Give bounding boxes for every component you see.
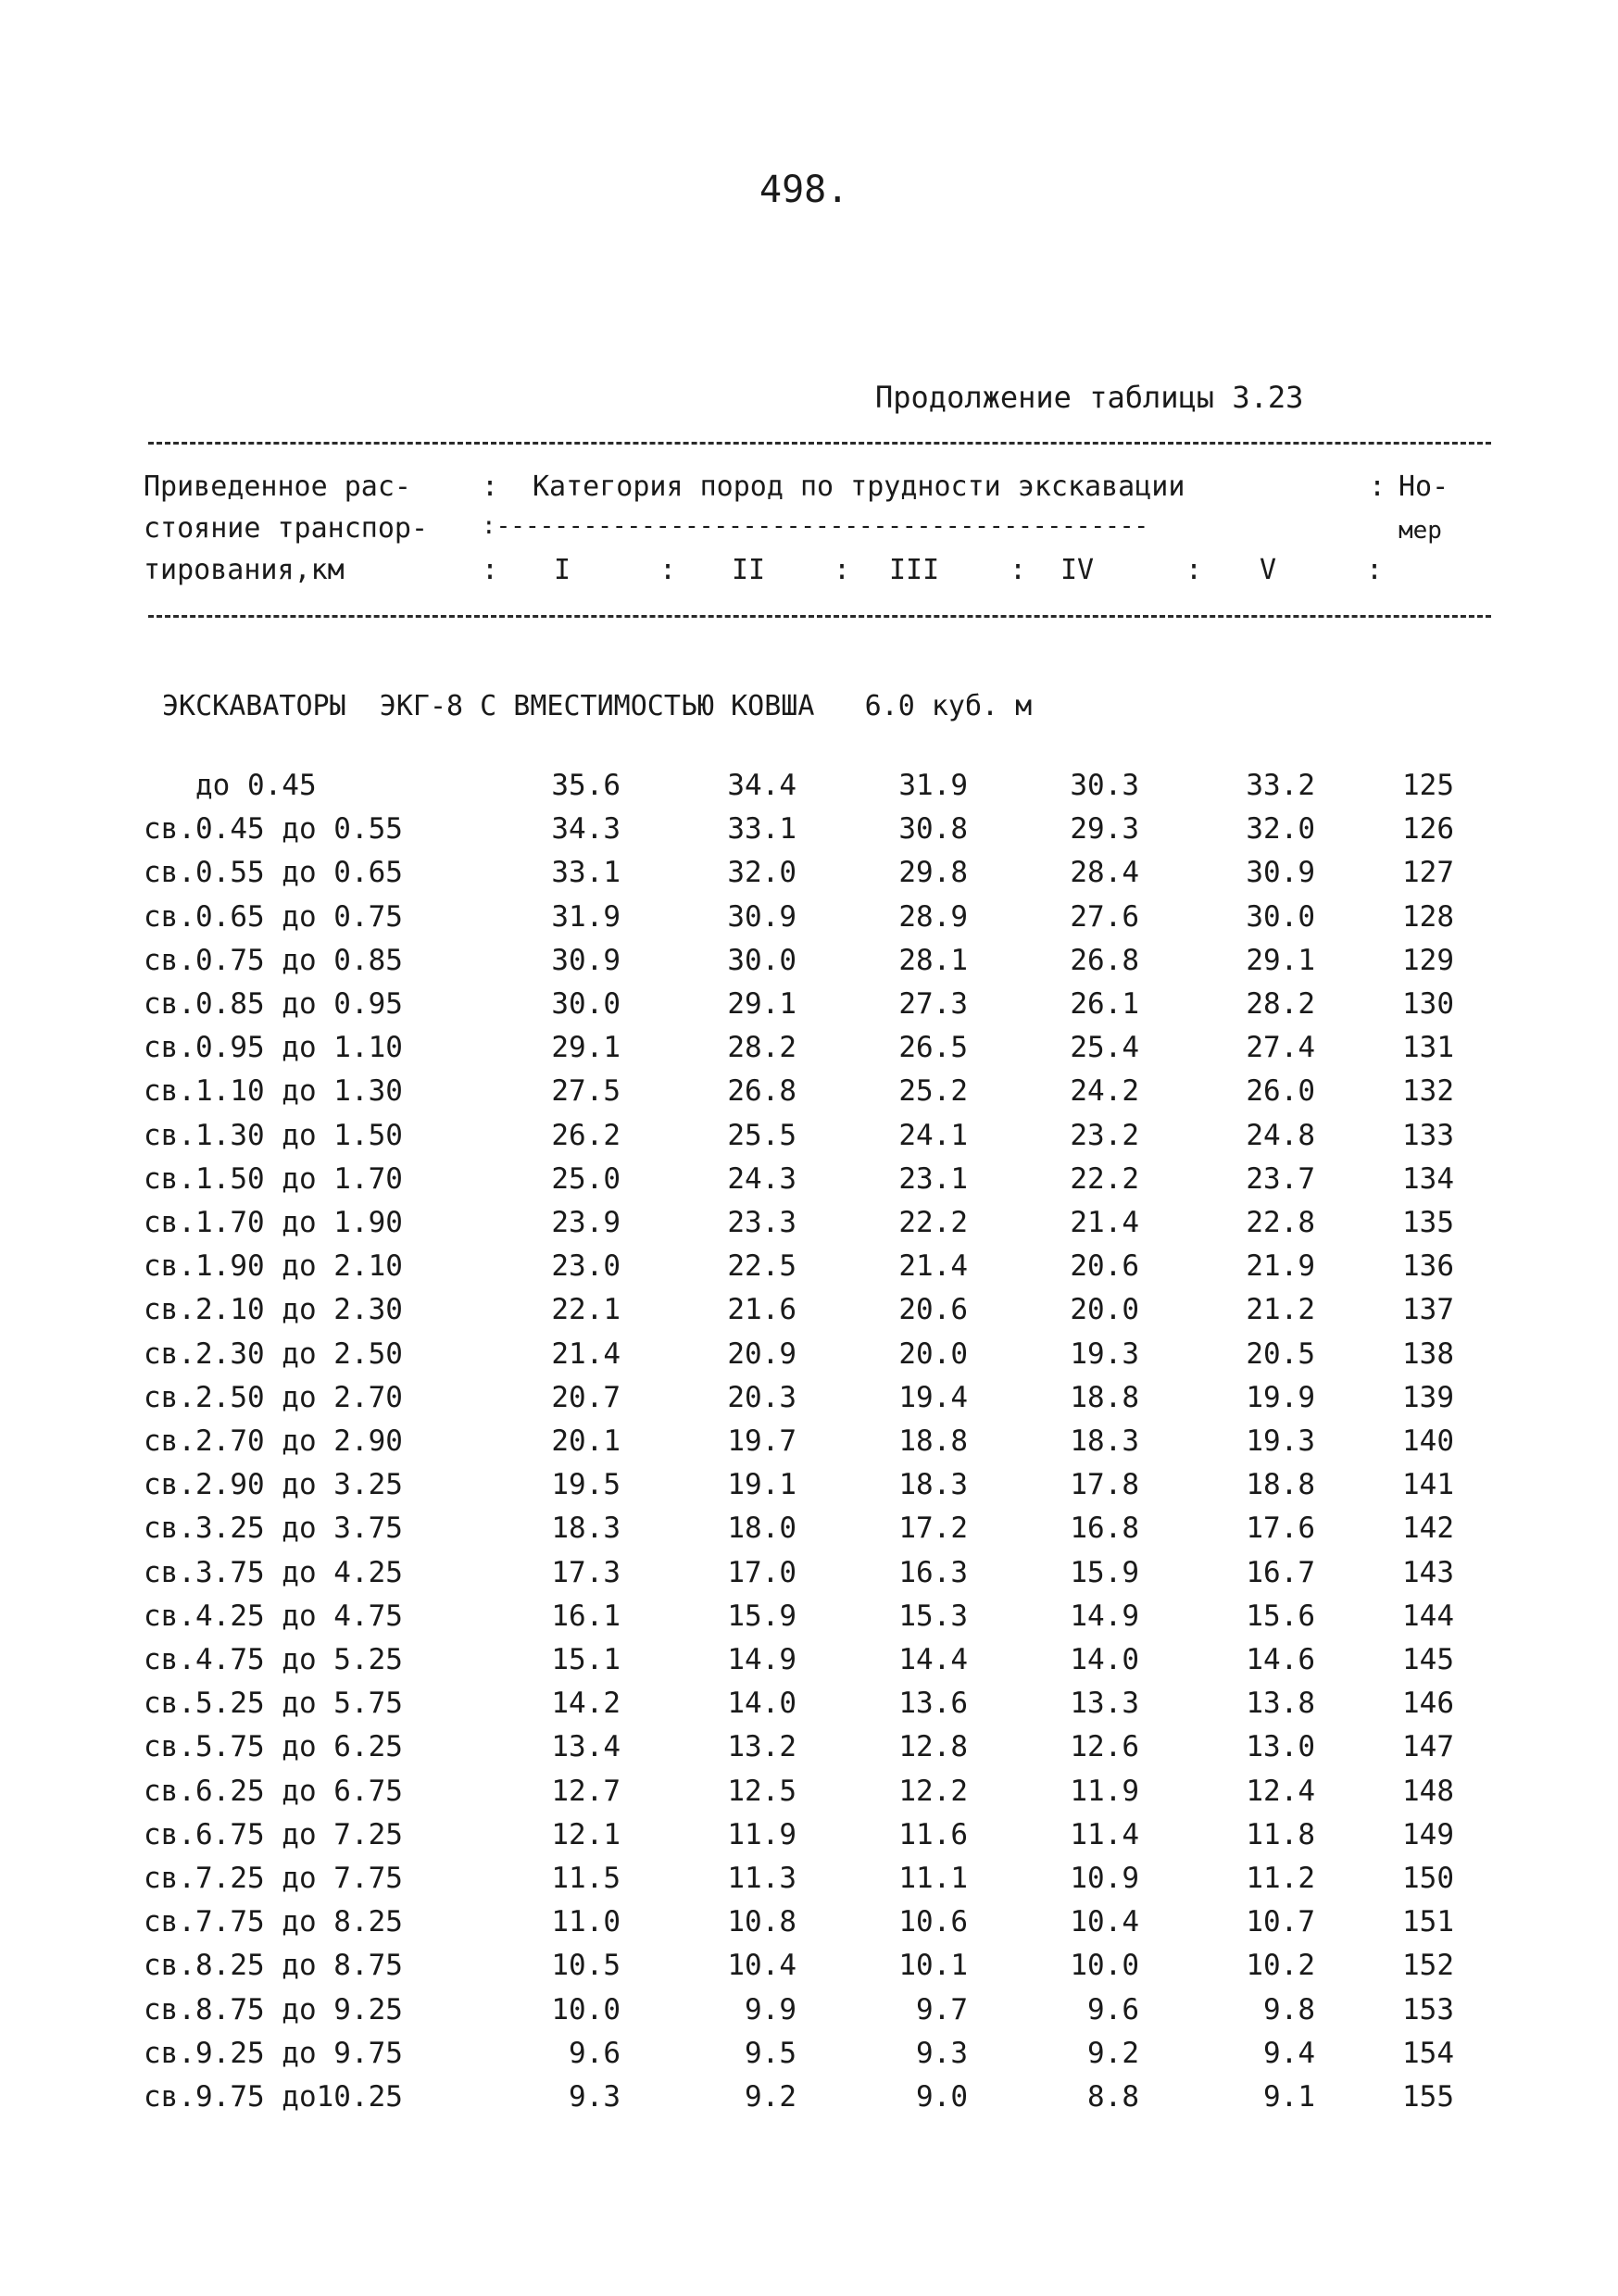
row-value-cat-5: 20.5 xyxy=(1246,1336,1315,1371)
row-value-cat-5: 16.7 xyxy=(1246,1555,1315,1589)
row-value-cat-1: 35.6 xyxy=(551,769,621,802)
row-value-cat-5: 26.0 xyxy=(1246,1074,1315,1109)
row-value-cat-4: 17.8 xyxy=(1070,1468,1139,1502)
row-value-cat-1: 9.6 xyxy=(569,2036,621,2070)
row-value-cat-4: 24.2 xyxy=(1070,1074,1139,1109)
row-number: 131 xyxy=(1402,1031,1454,1065)
row-number: 135 xyxy=(1402,1206,1454,1239)
header-category-v: V xyxy=(1260,554,1277,586)
row-value-cat-3: 15.3 xyxy=(898,1599,968,1633)
row-value-cat-3: 10.6 xyxy=(898,1905,968,1939)
row-value-cat-4: 13.3 xyxy=(1070,1687,1139,1721)
row-value-cat-2: 23.3 xyxy=(727,1206,796,1239)
row-value-cat-4: 10.0 xyxy=(1070,1949,1139,1983)
row-distance: св.1.90 до 2.10 xyxy=(144,1249,403,1284)
row-value-cat-1: 25.0 xyxy=(551,1161,621,1196)
row-value-cat-2: 26.8 xyxy=(727,1074,796,1109)
row-value-cat-2: 12.5 xyxy=(727,1774,796,1808)
row-value-cat-4: 10.9 xyxy=(1070,1862,1139,1895)
row-value-cat-4: 8.8 xyxy=(1087,2080,1139,2114)
row-value-cat-2: 32.0 xyxy=(727,856,796,890)
row-value-cat-5: 13.0 xyxy=(1246,1730,1315,1764)
row-value-cat-3: 13.6 xyxy=(898,1687,968,1721)
row-distance: св.4.25 до 4.75 xyxy=(144,1599,403,1633)
row-value-cat-5: 18.8 xyxy=(1246,1468,1315,1502)
row-value-cat-2: 9.9 xyxy=(745,1992,796,2026)
row-value-cat-2: 33.1 xyxy=(727,812,796,847)
row-value-cat-2: 22.5 xyxy=(727,1249,796,1284)
row-value-cat-4: 20.6 xyxy=(1070,1249,1139,1284)
header-separator: : xyxy=(659,554,677,586)
row-value-cat-5: 13.8 xyxy=(1246,1687,1315,1721)
row-distance: св.9.25 до 9.75 xyxy=(144,2036,403,2070)
row-number: 154 xyxy=(1402,2036,1454,2070)
row-value-cat-2: 19.1 xyxy=(727,1468,796,1502)
row-value-cat-5: 33.2 xyxy=(1246,769,1315,802)
row-distance: св.2.70 до 2.90 xyxy=(144,1424,403,1458)
row-value-cat-5: 10.7 xyxy=(1246,1905,1315,1939)
header-category-ii: II xyxy=(732,554,766,586)
row-value-cat-1: 23.0 xyxy=(551,1249,621,1284)
row-distance: св.1.50 до 1.70 xyxy=(144,1161,403,1196)
row-distance: св.0.45 до 0.55 xyxy=(144,812,403,847)
row-value-cat-3: 18.3 xyxy=(898,1468,968,1502)
header-number-line-2: мер xyxy=(1399,517,1442,545)
row-distance: св.5.75 до 6.25 xyxy=(144,1730,403,1764)
row-number: 146 xyxy=(1402,1687,1454,1721)
row-distance: св.2.90 до 3.25 xyxy=(144,1468,403,1502)
row-value-cat-4: 14.9 xyxy=(1070,1599,1139,1633)
row-value-cat-3: 25.2 xyxy=(898,1074,968,1109)
row-number: 147 xyxy=(1402,1730,1454,1764)
row-value-cat-5: 30.0 xyxy=(1246,899,1315,934)
section-title: ЭКСКАВАТОРЫ ЭКГ-8 С ВМЕСТИМОСТЬЮ КОВША 6.0 куб. м xyxy=(162,690,1033,722)
row-number: 148 xyxy=(1402,1774,1454,1808)
row-number: 151 xyxy=(1402,1905,1454,1939)
row-value-cat-1: 23.9 xyxy=(551,1206,621,1239)
row-number: 136 xyxy=(1402,1249,1454,1284)
row-value-cat-1: 20.1 xyxy=(551,1424,621,1458)
row-distance: св.5.25 до 5.75 xyxy=(144,1687,403,1721)
row-distance: св.0.55 до 0.65 xyxy=(144,856,403,890)
row-value-cat-4: 30.3 xyxy=(1070,769,1139,802)
row-value-cat-3: 28.9 xyxy=(898,899,968,934)
row-value-cat-5: 12.4 xyxy=(1246,1774,1315,1808)
row-value-cat-4: 14.0 xyxy=(1070,1643,1139,1676)
row-value-cat-3: 20.0 xyxy=(898,1336,968,1371)
row-value-cat-4: 26.8 xyxy=(1070,943,1139,977)
row-value-cat-4: 23.2 xyxy=(1070,1118,1139,1152)
header-category-iv: IV xyxy=(1060,554,1095,586)
table-header-bottom-rule xyxy=(148,615,1491,618)
row-value-cat-2: 11.3 xyxy=(727,1862,796,1895)
header-distance-line-2: стояние транспор- xyxy=(144,512,429,545)
row-distance: св.0.85 до 0.95 xyxy=(144,987,403,1021)
row-value-cat-5: 21.2 xyxy=(1246,1293,1315,1327)
row-value-cat-3: 27.3 xyxy=(898,987,968,1021)
row-distance: св.3.75 до 4.25 xyxy=(144,1555,403,1589)
row-value-cat-3: 14.4 xyxy=(898,1643,968,1676)
row-value-cat-5: 19.3 xyxy=(1246,1424,1315,1458)
header-category-title: Категория пород по трудности экскавации xyxy=(533,470,1185,503)
row-value-cat-3: 17.2 xyxy=(898,1512,968,1546)
row-value-cat-2: 28.2 xyxy=(727,1031,796,1065)
row-value-cat-3: 11.6 xyxy=(898,1817,968,1851)
row-value-cat-5: 9.8 xyxy=(1263,1992,1315,2026)
row-value-cat-4: 20.0 xyxy=(1070,1293,1139,1327)
row-value-cat-1: 21.4 xyxy=(551,1336,621,1371)
row-value-cat-1: 27.5 xyxy=(551,1074,621,1109)
row-value-cat-5: 32.0 xyxy=(1246,812,1315,847)
row-distance: св.2.30 до 2.50 xyxy=(144,1336,403,1371)
header-category-divider: :--------------------------------------------- xyxy=(482,512,1149,540)
table-top-rule xyxy=(148,442,1491,445)
row-value-cat-4: 22.2 xyxy=(1070,1161,1139,1196)
row-value-cat-4: 12.6 xyxy=(1070,1730,1139,1764)
row-value-cat-5: 17.6 xyxy=(1246,1512,1315,1546)
row-value-cat-2: 21.6 xyxy=(727,1293,796,1327)
row-value-cat-4: 26.1 xyxy=(1070,987,1139,1021)
row-value-cat-1: 10.5 xyxy=(551,1949,621,1983)
row-value-cat-4: 27.6 xyxy=(1070,899,1139,934)
row-value-cat-2: 11.9 xyxy=(727,1817,796,1851)
row-value-cat-2: 9.2 xyxy=(745,2080,796,2114)
row-distance: св.0.75 до 0.85 xyxy=(144,943,403,977)
row-value-cat-5: 19.9 xyxy=(1246,1380,1315,1414)
row-value-cat-1: 17.3 xyxy=(551,1555,621,1589)
header-separator: : xyxy=(1185,554,1203,586)
row-value-cat-2: 24.3 xyxy=(727,1161,796,1196)
row-value-cat-2: 19.7 xyxy=(727,1424,796,1458)
row-value-cat-1: 29.1 xyxy=(551,1031,621,1065)
row-value-cat-5: 11.2 xyxy=(1246,1862,1315,1895)
row-value-cat-1: 30.9 xyxy=(551,943,621,977)
row-value-cat-3: 23.1 xyxy=(898,1161,968,1196)
row-value-cat-1: 33.1 xyxy=(551,856,621,890)
row-value-cat-2: 29.1 xyxy=(727,987,796,1021)
row-distance: до 0.45 xyxy=(144,769,317,802)
row-distance: св.7.75 до 8.25 xyxy=(144,1905,403,1939)
row-number: 150 xyxy=(1402,1862,1454,1895)
row-value-cat-4: 25.4 xyxy=(1070,1031,1139,1065)
row-value-cat-1: 11.5 xyxy=(551,1862,621,1895)
row-value-cat-1: 30.0 xyxy=(551,987,621,1021)
row-value-cat-1: 16.1 xyxy=(551,1599,621,1633)
row-value-cat-2: 15.9 xyxy=(727,1599,796,1633)
row-value-cat-2: 20.3 xyxy=(727,1380,796,1414)
row-number: 142 xyxy=(1402,1512,1454,1546)
row-value-cat-4: 11.9 xyxy=(1070,1774,1139,1808)
row-number: 145 xyxy=(1402,1643,1454,1676)
row-value-cat-3: 9.0 xyxy=(916,2080,968,2114)
row-value-cat-5: 23.7 xyxy=(1246,1161,1315,1196)
row-value-cat-2: 14.0 xyxy=(727,1687,796,1721)
row-number: 130 xyxy=(1402,987,1454,1021)
row-value-cat-4: 29.3 xyxy=(1070,812,1139,847)
row-value-cat-3: 31.9 xyxy=(898,769,968,802)
table-caption: Продолжение таблицы 3.23 xyxy=(875,380,1304,415)
row-value-cat-2: 9.5 xyxy=(745,2036,796,2070)
row-distance: св.6.75 до 7.25 xyxy=(144,1817,403,1851)
row-distance: св.0.95 до 1.10 xyxy=(144,1031,403,1065)
row-distance: св.2.50 до 2.70 xyxy=(144,1380,403,1414)
row-value-cat-2: 17.0 xyxy=(727,1555,796,1589)
row-distance: св.1.10 до 1.30 xyxy=(144,1074,403,1109)
header-distance-line-3: тирования,км xyxy=(144,554,345,586)
header-separator: : xyxy=(834,554,851,586)
row-value-cat-3: 28.1 xyxy=(898,943,968,977)
row-value-cat-2: 25.5 xyxy=(727,1118,796,1152)
row-value-cat-3: 19.4 xyxy=(898,1380,968,1414)
row-number: 125 xyxy=(1402,769,1454,802)
row-value-cat-4: 11.4 xyxy=(1070,1817,1139,1851)
row-value-cat-3: 21.4 xyxy=(898,1249,968,1284)
row-distance: св.3.25 до 3.75 xyxy=(144,1512,403,1546)
row-value-cat-2: 14.9 xyxy=(727,1643,796,1676)
row-value-cat-1: 13.4 xyxy=(551,1730,621,1764)
row-value-cat-3: 24.1 xyxy=(898,1118,968,1152)
row-distance: св.1.70 до 1.90 xyxy=(144,1206,403,1239)
row-value-cat-2: 34.4 xyxy=(727,769,796,802)
row-value-cat-1: 10.0 xyxy=(551,1992,621,2026)
row-value-cat-5: 11.8 xyxy=(1246,1817,1315,1851)
row-value-cat-2: 20.9 xyxy=(727,1336,796,1371)
row-value-cat-2: 10.4 xyxy=(727,1949,796,1983)
row-value-cat-3: 29.8 xyxy=(898,856,968,890)
header-separator: : xyxy=(1369,470,1386,503)
row-number: 129 xyxy=(1402,943,1454,977)
row-value-cat-1: 22.1 xyxy=(551,1293,621,1327)
row-value-cat-3: 10.1 xyxy=(898,1949,968,1983)
page-number: 498. xyxy=(759,169,849,211)
row-distance: св.4.75 до 5.25 xyxy=(144,1643,403,1676)
row-value-cat-5: 9.1 xyxy=(1263,2080,1315,2114)
row-value-cat-1: 14.2 xyxy=(551,1687,621,1721)
row-value-cat-5: 28.2 xyxy=(1246,987,1315,1021)
row-value-cat-3: 9.7 xyxy=(916,1992,968,2026)
row-value-cat-1: 12.7 xyxy=(551,1774,621,1808)
row-value-cat-5: 10.2 xyxy=(1246,1949,1315,1983)
row-distance: св.8.25 до 8.75 xyxy=(144,1949,403,1983)
row-distance: св.9.75 до10.25 xyxy=(144,2080,403,2114)
row-value-cat-3: 22.2 xyxy=(898,1206,968,1239)
row-value-cat-1: 12.1 xyxy=(551,1817,621,1851)
row-value-cat-3: 11.1 xyxy=(898,1862,968,1895)
row-value-cat-5: 15.6 xyxy=(1246,1599,1315,1633)
row-value-cat-5: 9.4 xyxy=(1263,2036,1315,2070)
row-value-cat-4: 9.6 xyxy=(1087,1992,1139,2026)
header-distance-line-1: Приведенное рас- xyxy=(144,470,411,503)
row-number: 137 xyxy=(1402,1293,1454,1327)
header-separator: : xyxy=(1010,554,1027,586)
row-value-cat-1: 26.2 xyxy=(551,1118,621,1152)
row-value-cat-3: 12.8 xyxy=(898,1730,968,1764)
row-value-cat-1: 15.1 xyxy=(551,1643,621,1676)
row-value-cat-3: 26.5 xyxy=(898,1031,968,1065)
row-value-cat-5: 22.8 xyxy=(1246,1206,1315,1239)
header-separator: : xyxy=(482,470,499,503)
row-number: 134 xyxy=(1402,1161,1454,1196)
row-value-cat-2: 30.9 xyxy=(727,899,796,934)
row-number: 155 xyxy=(1402,2080,1454,2114)
row-value-cat-1: 31.9 xyxy=(551,899,621,934)
row-value-cat-5: 14.6 xyxy=(1246,1643,1315,1676)
row-value-cat-5: 29.1 xyxy=(1246,943,1315,977)
row-number: 152 xyxy=(1402,1949,1454,1983)
header-separator: : xyxy=(1366,554,1384,586)
row-value-cat-4: 18.3 xyxy=(1070,1424,1139,1458)
row-value-cat-1: 19.5 xyxy=(551,1468,621,1502)
row-number: 132 xyxy=(1402,1074,1454,1109)
row-value-cat-5: 27.4 xyxy=(1246,1031,1315,1065)
row-value-cat-3: 16.3 xyxy=(898,1555,968,1589)
row-value-cat-4: 21.4 xyxy=(1070,1206,1139,1239)
row-value-cat-2: 13.2 xyxy=(727,1730,796,1764)
row-value-cat-2: 10.8 xyxy=(727,1905,796,1939)
row-value-cat-1: 9.3 xyxy=(569,2080,621,2114)
row-number: 126 xyxy=(1402,812,1454,847)
row-distance: св.6.25 до 6.75 xyxy=(144,1774,403,1808)
header-category-i: I xyxy=(554,554,571,586)
row-value-cat-4: 10.4 xyxy=(1070,1905,1139,1939)
row-distance: св.8.75 до 9.25 xyxy=(144,1992,403,2026)
header-category-iii: III xyxy=(889,554,940,586)
row-number: 153 xyxy=(1402,1992,1454,2026)
row-value-cat-4: 15.9 xyxy=(1070,1555,1139,1589)
row-value-cat-1: 34.3 xyxy=(551,812,621,847)
row-value-cat-5: 24.8 xyxy=(1246,1118,1315,1152)
row-value-cat-1: 11.0 xyxy=(551,1905,621,1939)
row-value-cat-4: 9.2 xyxy=(1087,2036,1139,2070)
row-number: 143 xyxy=(1402,1555,1454,1589)
row-distance: св.1.30 до 1.50 xyxy=(144,1118,403,1152)
row-value-cat-3: 12.2 xyxy=(898,1774,968,1808)
row-number: 128 xyxy=(1402,899,1454,934)
row-distance: св.0.65 до 0.75 xyxy=(144,899,403,934)
row-value-cat-3: 20.6 xyxy=(898,1293,968,1327)
row-number: 127 xyxy=(1402,856,1454,890)
row-value-cat-4: 28.4 xyxy=(1070,856,1139,890)
row-number: 141 xyxy=(1402,1468,1454,1502)
row-value-cat-4: 16.8 xyxy=(1070,1512,1139,1546)
row-number: 133 xyxy=(1402,1118,1454,1152)
row-value-cat-3: 18.8 xyxy=(898,1424,968,1458)
row-number: 140 xyxy=(1402,1424,1454,1458)
row-number: 139 xyxy=(1402,1380,1454,1414)
row-value-cat-2: 30.0 xyxy=(727,943,796,977)
row-value-cat-1: 18.3 xyxy=(551,1512,621,1546)
row-value-cat-1: 20.7 xyxy=(551,1380,621,1414)
row-value-cat-4: 18.8 xyxy=(1070,1380,1139,1414)
row-number: 149 xyxy=(1402,1817,1454,1851)
row-distance: св.7.25 до 7.75 xyxy=(144,1862,403,1895)
header-number-line-1: Но- xyxy=(1399,470,1449,503)
row-value-cat-2: 18.0 xyxy=(727,1512,796,1546)
row-value-cat-3: 30.8 xyxy=(898,812,968,847)
row-number: 138 xyxy=(1402,1336,1454,1371)
row-value-cat-3: 9.3 xyxy=(916,2036,968,2070)
row-value-cat-5: 21.9 xyxy=(1246,1249,1315,1284)
row-value-cat-4: 19.3 xyxy=(1070,1336,1139,1371)
row-number: 144 xyxy=(1402,1599,1454,1633)
header-separator: : xyxy=(482,554,499,586)
row-distance: св.2.10 до 2.30 xyxy=(144,1293,403,1327)
row-value-cat-5: 30.9 xyxy=(1246,856,1315,890)
